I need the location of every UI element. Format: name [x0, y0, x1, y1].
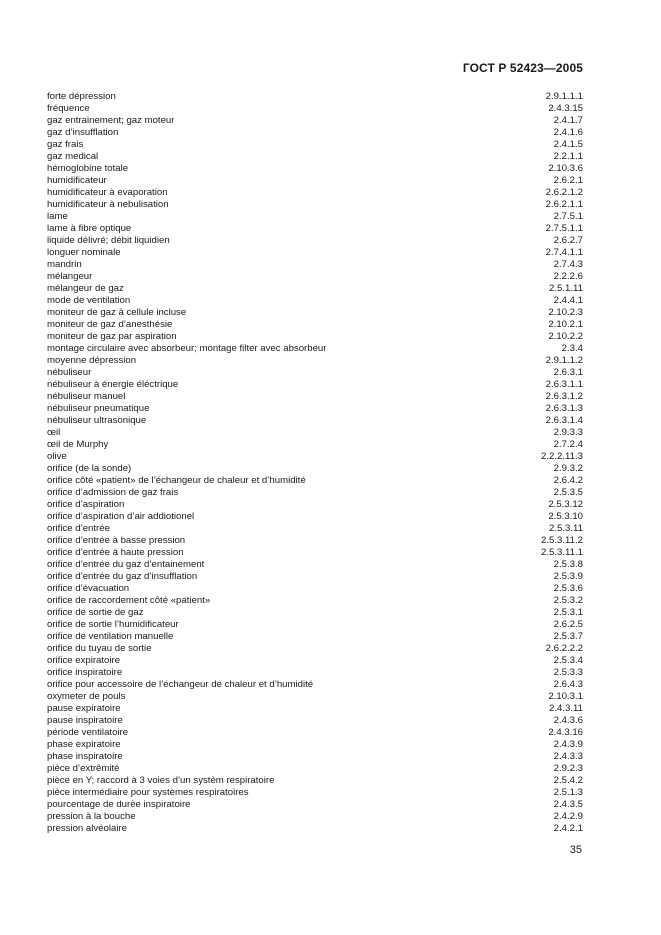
- index-term: humidificateur à nebulisation: [47, 199, 169, 210]
- index-entry: [47, 799, 583, 811]
- index-entry: [47, 139, 583, 151]
- index-term: orifice de sortie de gaz: [47, 607, 144, 618]
- index-section-ref: 2.7.4.1.1: [545, 247, 583, 258]
- index-entry: [47, 415, 583, 427]
- index-entry: [47, 751, 583, 763]
- index-entry: [47, 439, 583, 451]
- index-section-ref: 2.6.2.1.2: [545, 187, 583, 198]
- index-term: moniteur de gaz à cellule incluse: [47, 307, 187, 318]
- index-entry: [47, 91, 583, 103]
- index-term: pièce intermédiaire pour systèmes respiratoires: [47, 787, 249, 798]
- index-section-ref: 2.5.3.1: [553, 607, 583, 618]
- index-term: orifice d’admission de gaz frais: [47, 487, 179, 498]
- index-term: liquide délivré; débit liquidien: [47, 235, 170, 246]
- index-term: hémoglobine totale: [47, 163, 129, 174]
- index-section-ref: 2.7.4.3: [553, 259, 583, 270]
- index-term: pause expiratoire: [47, 703, 121, 714]
- index-term: longuer nominale: [47, 247, 121, 258]
- index-section-ref: 2.5.3.11.1: [541, 547, 583, 558]
- index-section-ref: 2.3.4: [561, 343, 583, 354]
- index-entry: [47, 715, 583, 727]
- index-section-ref: 2.4.1.7: [553, 115, 583, 126]
- index-entry: [47, 451, 583, 463]
- index-entry: [47, 295, 583, 307]
- index-entry: [47, 391, 583, 403]
- index-entry: [47, 487, 583, 499]
- index-entry: [47, 775, 583, 787]
- index-section-ref: 2.5.3.2: [553, 595, 583, 606]
- index-entry: [47, 667, 583, 679]
- index-term: nébuliseur pneumatique: [47, 403, 150, 414]
- index-section-ref: 2.6.3.1: [553, 367, 583, 378]
- index-term: orifice d’aspiration d’air addiotionel: [47, 511, 195, 522]
- index-entry: [47, 619, 583, 631]
- index-entry: [47, 211, 583, 223]
- index-term: orifice d’entrée à basse pression: [47, 535, 186, 546]
- index-section-ref: 2.5.3.3: [553, 667, 583, 678]
- index-entry: [47, 463, 583, 475]
- document-standard-number: ГОСТ Р 52423—2005: [462, 61, 583, 75]
- index-term: phase inspiratoire: [47, 751, 123, 762]
- index-section-ref: 2.6.3.1.4: [545, 415, 583, 426]
- index-term: pièce d’extrêmité: [47, 763, 120, 774]
- index-term: nébuliseur à énergie éléctrique: [47, 379, 179, 390]
- index-section-ref: 2.4.1.6: [553, 127, 583, 138]
- index-term: orifice d’aspiration: [47, 499, 125, 510]
- index-section-ref: 2.5.3.7: [553, 631, 583, 642]
- index-entry: [47, 115, 583, 127]
- index-term: oxymeter de pouls: [47, 691, 126, 702]
- index-entry: [47, 535, 583, 547]
- index-section-ref: 2.5.3.10: [548, 511, 583, 522]
- index-entry: [47, 559, 583, 571]
- index-term: fréquence: [47, 103, 90, 114]
- index-entry: [47, 811, 583, 823]
- index-entry: [47, 319, 583, 331]
- index-entry: [47, 259, 583, 271]
- index-term: orifice de sortie l’humidificateur: [47, 619, 179, 630]
- index-section-ref: 2.5.3.5: [553, 487, 583, 498]
- index-term: gaz entrainement; gaz moteur: [47, 115, 175, 126]
- index-section-ref: 2.9.1.1.1: [545, 91, 583, 102]
- index-term: orifice d’entrée à haute pression: [47, 547, 184, 558]
- index-section-ref: 2.6.2.2.2: [545, 643, 583, 654]
- index-term: orifice de ventilation manuelle: [47, 631, 174, 642]
- index-section-ref: 2.6.2.5: [553, 619, 583, 630]
- index-entry: [47, 547, 583, 559]
- index-term: humidificateur: [47, 175, 107, 186]
- index-entry: [47, 703, 583, 715]
- index-entry: [47, 691, 583, 703]
- index-entry: [47, 607, 583, 619]
- index-term: montage circulaire avec absorbeur; montage filter avec absorbeur: [47, 343, 327, 354]
- index-section-ref: 2.5.4.2: [553, 775, 583, 786]
- index-section-ref: 2.4.3.3: [553, 751, 583, 762]
- index-section-ref: 2.7.5.1.1: [545, 223, 583, 234]
- index-term: pression alvéolaire: [47, 823, 127, 834]
- index-entry: [47, 283, 583, 295]
- index-entry: [47, 307, 583, 319]
- index-section-ref: 2.9.3.2: [553, 463, 583, 474]
- index-section-ref: 2.5.3.11.2: [541, 535, 583, 546]
- index-section-ref: 2.4.4.1: [553, 295, 583, 306]
- index-entry: [47, 379, 583, 391]
- index-section-ref: 2.9.1.1.2: [545, 355, 583, 366]
- index-term: orifice d’évacuation: [47, 583, 130, 594]
- index-term: olive: [47, 451, 67, 462]
- index-entry: [47, 163, 583, 175]
- index-entry: [47, 199, 583, 211]
- index-entry: [47, 523, 583, 535]
- index-term: pourcentage de durèe inspiratoire: [47, 799, 191, 810]
- index-section-ref: 2.5.3.4: [553, 655, 583, 666]
- index-term: nébuliseur manuel: [47, 391, 126, 402]
- index-section-ref: 2.2.2.11.3: [541, 451, 583, 462]
- index-term: nébuliseur ultrasonique: [47, 415, 147, 426]
- page-number: 35: [569, 844, 582, 856]
- index-section-ref: 2.4.2.9: [553, 811, 583, 822]
- index-term: orifice pour accessoire de l’échangeur de chaleur et d’humidité: [47, 679, 314, 690]
- index-entry: [47, 331, 583, 343]
- index-section-ref: 2.4.3.15: [548, 103, 583, 114]
- index-entry: [47, 571, 583, 583]
- index-term: moniteur de gaz par aspiration: [47, 331, 177, 342]
- index-section-ref: 2.6.3.1.3: [545, 403, 583, 414]
- terms-index-list: [47, 91, 583, 835]
- index-term: orifice d’entrée du gaz d’entainement: [47, 559, 205, 570]
- index-entry: [47, 595, 583, 607]
- index-entry: [47, 679, 583, 691]
- index-section-ref: 2.6.3.1.1: [545, 379, 583, 390]
- index-entry: [47, 103, 583, 115]
- index-section-ref: 2.9.3.3: [553, 427, 583, 438]
- index-section-ref: 2.6.2.1.1: [545, 199, 583, 210]
- index-section-ref: 2.10.2.1: [548, 319, 583, 330]
- index-term: orifice (de la sonde): [47, 463, 132, 474]
- index-section-ref: 2.6.2.7: [553, 235, 583, 246]
- index-entry: [47, 655, 583, 667]
- index-entry: [47, 247, 583, 259]
- index-entry: [47, 175, 583, 187]
- index-entry: [47, 271, 583, 283]
- index-section-ref: 2.6.3.1.2: [545, 391, 583, 402]
- index-section-ref: 2.4.3.11: [549, 703, 583, 714]
- index-term: période ventilatoire: [47, 727, 129, 738]
- index-section-ref: 2.4.3.16: [548, 727, 583, 738]
- index-section-ref: 2.10.2.3: [548, 307, 583, 318]
- index-entry: [47, 787, 583, 799]
- index-entry: [47, 499, 583, 511]
- index-section-ref: 2.6.2.1: [553, 175, 583, 186]
- index-term: œil de Murphy: [47, 439, 109, 450]
- index-entry: [47, 583, 583, 595]
- index-section-ref: 2.4.2.1: [553, 823, 583, 834]
- index-section-ref: 2.5.3.8: [553, 559, 583, 570]
- index-section-ref: 2.6.4.3: [553, 679, 583, 690]
- index-term: gaz frais: [47, 139, 84, 150]
- index-section-ref: 2.5.3.6: [553, 583, 583, 594]
- index-term: orifice expiratoire: [47, 655, 121, 666]
- index-term: lame à fibre optique: [47, 223, 132, 234]
- index-entry: [47, 127, 583, 139]
- index-section-ref: 2.4.3.6: [553, 715, 583, 726]
- index-section-ref: 2.2.2.6: [553, 271, 583, 282]
- index-section-ref: 2.10.3.6: [548, 163, 583, 174]
- index-entry: [47, 235, 583, 247]
- index-term: mandrin: [47, 259, 82, 270]
- index-entry: [47, 511, 583, 523]
- index-term: œil: [47, 427, 61, 438]
- index-term: pression à la bouche: [47, 811, 136, 822]
- index-entry: [47, 223, 583, 235]
- index-term: lame: [47, 211, 68, 222]
- index-term: orifice d’entrée du gaz d’insufflation: [47, 571, 198, 582]
- index-entry: [47, 187, 583, 199]
- index-entry: [47, 823, 583, 835]
- index-term: orifice de raccordement côté «patient»: [47, 595, 211, 606]
- index-term: forte dépression: [47, 91, 116, 102]
- index-section-ref: 2.10.2.2: [548, 331, 583, 342]
- index-term: orifice inspiratoire: [47, 667, 123, 678]
- index-entry: [47, 151, 583, 163]
- index-term: mode de ventilation: [47, 295, 131, 306]
- index-entry: [47, 739, 583, 751]
- index-section-ref: 2.7.2.4: [553, 439, 583, 450]
- index-term: mélangeur de gaz: [47, 283, 124, 294]
- index-entry: [47, 643, 583, 655]
- index-section-ref: 2.5.3.9: [553, 571, 583, 582]
- index-section-ref: 2.7.5.1: [553, 211, 583, 222]
- index-entry: [47, 475, 583, 487]
- index-section-ref: 2.5.3.11: [549, 523, 583, 534]
- index-section-ref: 2.9.2.3: [553, 763, 583, 774]
- index-term: moniteur de gaz d’anesthésie: [47, 319, 173, 330]
- index-entry: [47, 343, 583, 355]
- index-entry: [47, 403, 583, 415]
- index-section-ref: 2.4.3.5: [553, 799, 583, 810]
- index-entry: [47, 631, 583, 643]
- index-term: nébuliseur: [47, 367, 92, 378]
- index-term: phase expiratoire: [47, 739, 121, 750]
- index-term: gaz medical: [47, 151, 99, 162]
- index-section-ref: 2.4.3.9: [553, 739, 583, 750]
- index-entry: [47, 355, 583, 367]
- index-term: mélangeur: [47, 271, 93, 282]
- index-entry: [47, 367, 583, 379]
- index-section-ref: 2.5.1.3: [553, 787, 583, 798]
- index-section-ref: 2.2.1.1: [553, 151, 583, 162]
- index-section-ref: 2.6.4.2: [553, 475, 583, 486]
- index-term: moyenne dépression: [47, 355, 137, 366]
- index-section-ref: 2.5.1.11: [549, 283, 583, 294]
- index-section-ref: 2.10.3.1: [548, 691, 583, 702]
- index-term: humidificateur à evaporation: [47, 187, 168, 198]
- index-section-ref: 2.5.3.12: [548, 499, 583, 510]
- index-term: orifice côté «patient» de l’échangeur de chaleur et d’humidité: [47, 475, 306, 486]
- index-term: gaz d’insufflation: [47, 127, 119, 138]
- index-term: pause inspiratoire: [47, 715, 123, 726]
- index-entry: [47, 727, 583, 739]
- index-term: pièce en Y; raccord à 3 voies d’un systèm respiratoire: [47, 775, 275, 786]
- index-entry: [47, 763, 583, 775]
- index-section-ref: 2.4.1.5: [553, 139, 583, 150]
- index-term: orifice d’entrée: [47, 523, 110, 534]
- index-entry: [47, 427, 583, 439]
- index-term: orifice du tuyau de sortie: [47, 643, 152, 654]
